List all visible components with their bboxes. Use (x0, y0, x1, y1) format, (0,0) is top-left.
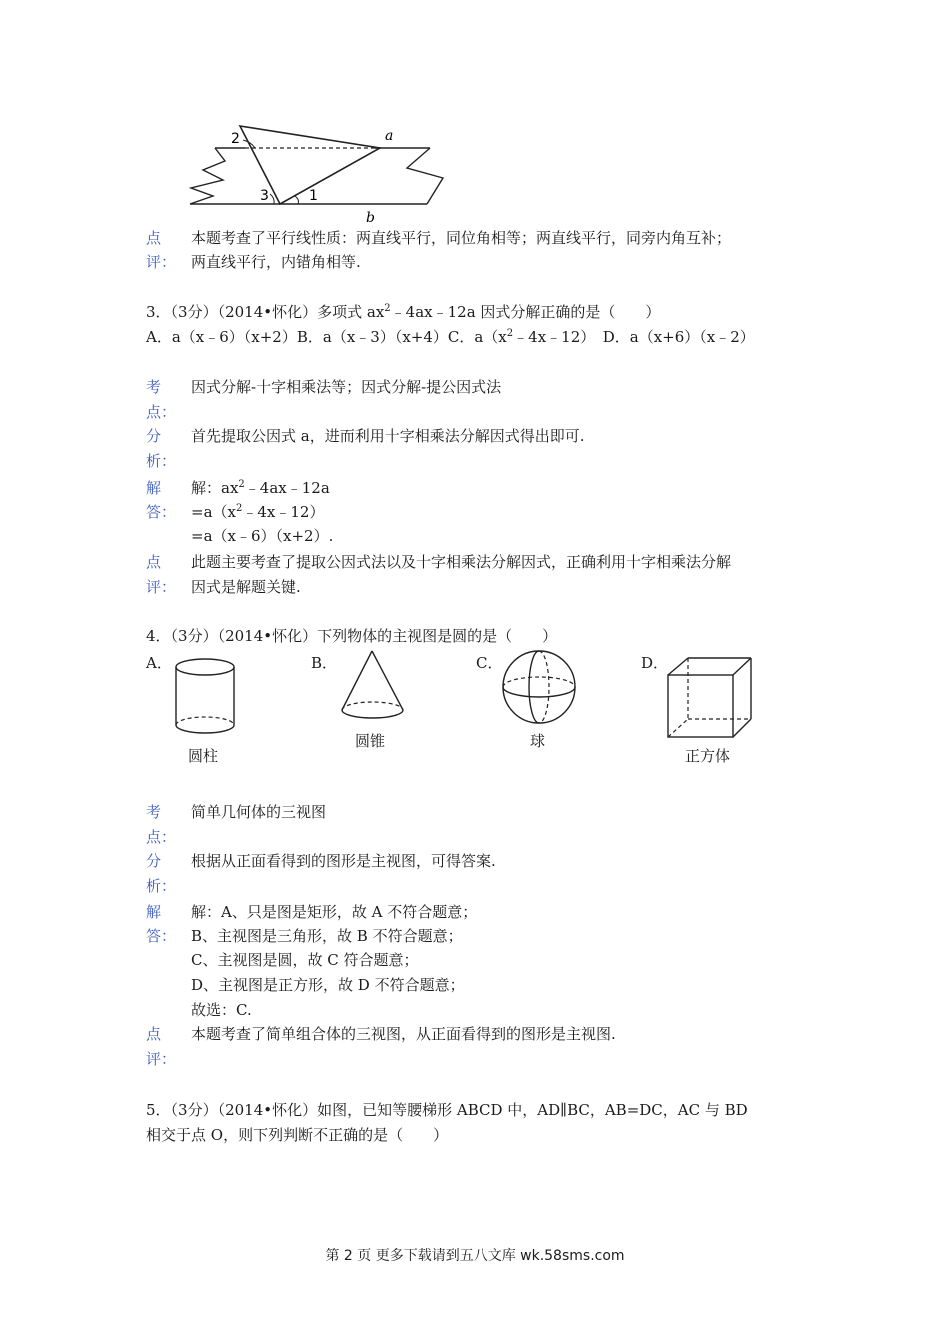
line-a-label: a (385, 128, 394, 144)
q4-jieda-label-2: 答： (146, 927, 177, 945)
q3-jieda-label-1: 解 (146, 479, 162, 497)
q4-fenxi-label-2: 析： (146, 877, 177, 895)
q4-option-b-label: B． (311, 654, 338, 672)
q3-jieda-line-2: $=a(x^2﹣4x﹣12)$ (191, 503, 325, 521)
angle-1-label: 1 (309, 188, 318, 204)
cylinder-caption: 圆柱 (188, 747, 219, 765)
parallel-lines-figure (185, 118, 445, 228)
q4-jieda-line-5: 故选：C. (191, 1001, 252, 1019)
angle-2-label: 2 (231, 131, 240, 147)
q3-kaodian-label-2: 点： (146, 403, 177, 421)
q3-fenxi-label-2: 析： (146, 452, 177, 470)
q3-jieda-line-1: 解：$ax^2﹣4ax﹣12a$ (191, 479, 330, 497)
line-b-label: b (366, 210, 375, 226)
q4-stem: 4．（3分）（2014•怀化）下列物体的主视图是圆的是（ ） (146, 627, 558, 645)
page-footer: 第 2 页 更多下载请到五八文库 wk.58sms.com (325, 1248, 625, 1264)
cube-caption: 正方体 (685, 747, 731, 765)
sphere-figure (500, 648, 580, 728)
q4-jieda-line-4: D、主视图是正方形，故 D 不符合题意； (191, 976, 465, 994)
q4-jieda-line-3: C、主视图是圆，故 C 符合题意； (191, 951, 419, 969)
q3-dianping-label-1: 点 (146, 553, 162, 571)
q4-option-a-label: A． (146, 654, 172, 672)
q3-dianping-line-2: 因式是解题关键. (191, 578, 301, 596)
q4-dianping-label-1: 点 (146, 1025, 162, 1043)
q4-option-c-label: C． (476, 654, 503, 672)
q5-stem-line-1: 5．（3分）（2014•怀化）如图，已知等腰梯形 ABCD 中，AD∥BC，AB=DC，AC 与 BD (146, 1101, 748, 1119)
q3-fenxi-text: 首先提取公因式 a，进而利用十字相乘法分解因式得出即可. (191, 427, 585, 445)
angle-3-label: 3 (260, 188, 269, 204)
cube-figure (665, 655, 755, 740)
q4-option-d-label: D． (641, 654, 669, 672)
q4-kaodian-label-2: 点： (146, 828, 177, 846)
q2-dianping-label-1: 点 (146, 229, 162, 247)
q4-jieda-label-1: 解 (146, 903, 162, 921)
cone-caption: 圆锥 (355, 732, 386, 750)
q3-options: A．a（x﹣6）（x+2）B．a（x﹣3）（x+4）C．$a(x^2﹣4x﹣12)$ D．a（x+6）（x﹣2） (146, 328, 755, 346)
q2-dianping-line-2: 两直线平行，内错角相等. (191, 253, 361, 271)
q3-kaodian-text: 因式分解-十字相乘法等；因式分解-提公因式法 (191, 378, 502, 396)
q4-dianping-label-2: 评： (146, 1050, 177, 1068)
q3-jieda-label-2: 答： (146, 503, 177, 521)
q2-dianping-label-2: 评： (146, 253, 177, 271)
q4-jieda-line-2: B、主视图是三角形，故 B 不符合题意； (191, 927, 463, 945)
cone-figure (335, 648, 410, 728)
cylinder-figure (170, 655, 240, 740)
q4-kaodian-text: 简单几何体的三视图 (191, 803, 327, 821)
sphere-caption: 球 (530, 732, 546, 750)
q4-fenxi-text: 根据从正面看得到的图形是主视图，可得答案. (191, 852, 496, 870)
q3-fenxi-label-1: 分 (146, 427, 162, 445)
q3-dianping-line-1: 此题主要考查了提取公因式法以及十字相乘法分解因式，正确利用十字相乘法分解 (191, 553, 732, 571)
q4-jieda-line-1: 解：A、只是图是矩形，故 A 不符合题意； (191, 903, 478, 921)
q4-dianping-text: 本题考查了简单组合体的三视图，从正面看得到的图形是主视图. (191, 1025, 616, 1043)
q3-kaodian-label-1: 考 (146, 378, 162, 396)
q4-fenxi-label-1: 分 (146, 852, 162, 870)
q3-dianping-label-2: 评： (146, 578, 177, 596)
q3-jieda-line-3: =a（x﹣6）（x+2）. (191, 527, 334, 545)
q3-stem: 3．（3分）（2014•怀化）多项式 $ax^2﹣4ax﹣12a$ 因式分解正确的是（ ） (146, 303, 661, 321)
q5-stem-line-2: 相交于点 O，则下列判断不正确的是（ ） (146, 1126, 449, 1144)
q4-kaodian-label-1: 考 (146, 803, 162, 821)
q2-dianping-line-1: 本题考查了平行线性质：两直线平行，同位角相等；两直线平行，同旁内角互补； (191, 229, 732, 247)
